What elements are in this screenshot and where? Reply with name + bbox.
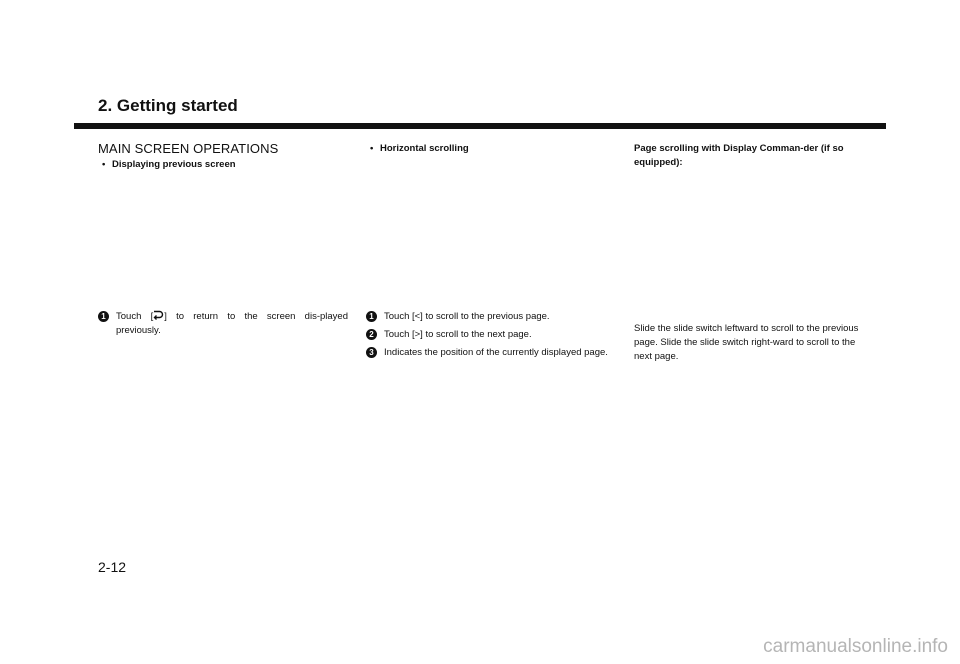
step-text: Touch [>] to scroll to the next page. <box>384 329 532 340</box>
step-text-pre: Touch [ <box>116 311 154 322</box>
watermark: carmanualsonline.info <box>763 636 948 657</box>
step-number-1: 1 <box>366 311 377 322</box>
step-previous-page <box>366 310 616 324</box>
chapter-title: 2. Getting started <box>98 96 238 115</box>
step-text: Indicates the position of the currently displayed page. <box>384 347 608 358</box>
step-page-position <box>366 346 616 360</box>
display-commander-heading: Page scrolling with Display Comman-der (if so equipped): <box>634 143 844 168</box>
step-number-3: 3 <box>366 347 377 358</box>
column-previous-screen <box>98 141 348 336</box>
step-next-page <box>366 328 616 342</box>
back-arrow-icon <box>153 310 164 321</box>
step-number-1: 1 <box>98 311 109 322</box>
bullet-previous-screen: • Displaying previous screen <box>98 158 348 172</box>
bullet-horizontal-scrolling: • Horizontal scrolling <box>366 142 616 156</box>
step-text-post: ] to return to the screen dis-played previously. <box>116 311 348 336</box>
step-number-2: 2 <box>366 329 377 340</box>
page-number: 2-12 <box>98 559 127 575</box>
header-rule <box>74 123 886 129</box>
section-title: MAIN SCREEN OPERATIONS <box>98 141 279 156</box>
step-text: Touch [<] to scroll to the previous page. <box>384 311 550 322</box>
display-commander-body: Slide the slide switch leftward to scroll to the previous page. Slide the slide switch right-ward to scroll to the next page. <box>634 323 859 362</box>
step-return <box>98 310 348 338</box>
column-display-commander <box>634 142 884 362</box>
column-horizontal-scrolling <box>366 142 616 358</box>
